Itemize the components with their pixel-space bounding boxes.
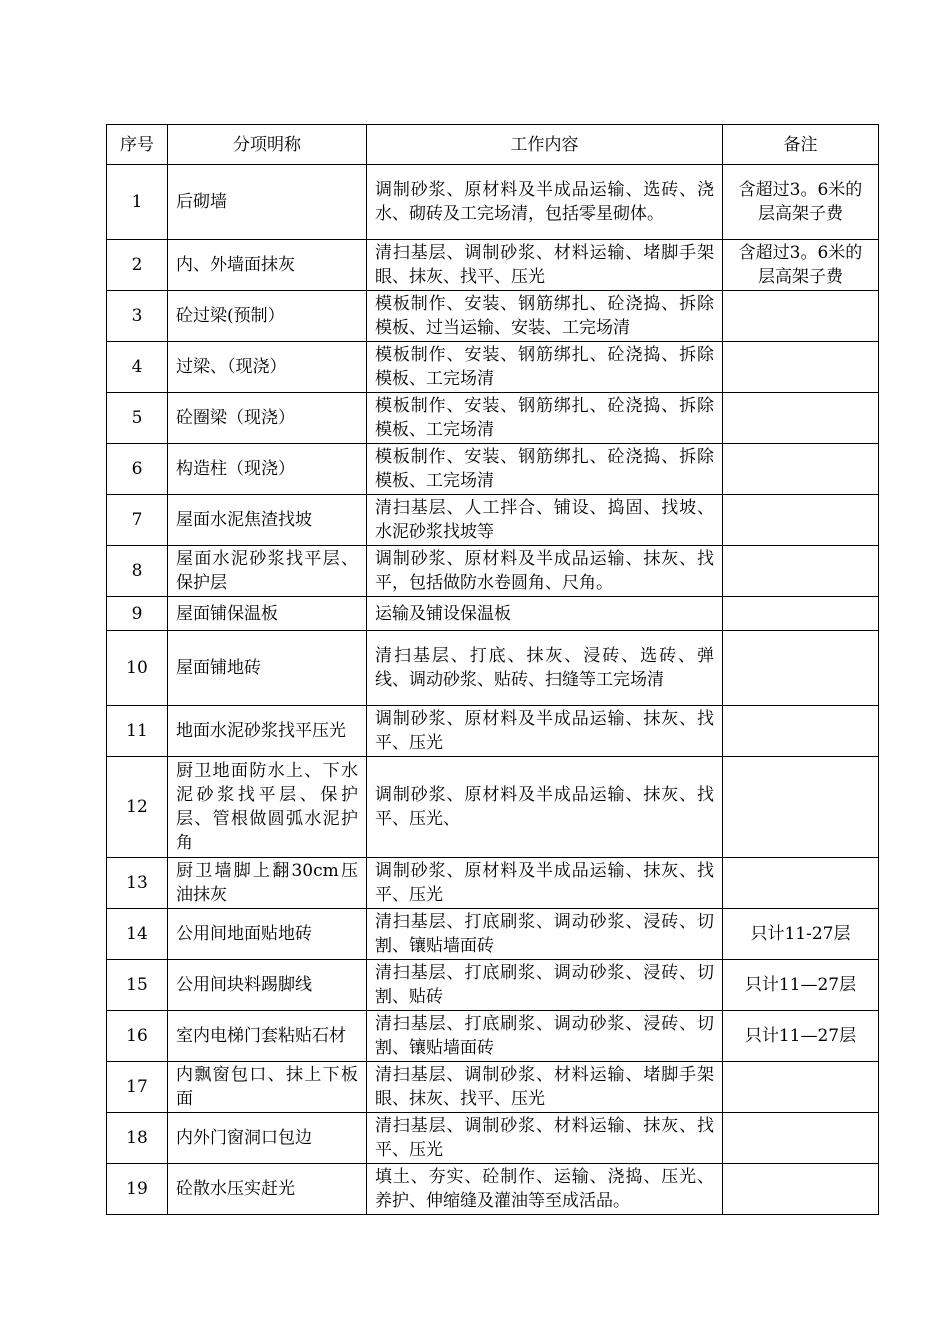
table-row bbox=[107, 1113, 879, 1164]
header-content: 工作内容 bbox=[367, 125, 723, 165]
table-row bbox=[107, 858, 879, 909]
row-no: 15 bbox=[107, 960, 168, 1011]
table-row bbox=[107, 706, 879, 757]
row-note bbox=[723, 757, 879, 858]
row-work-content: 调制砂浆、原材料及半成品运输、抹灰、找平、压光、 bbox=[367, 757, 723, 858]
row-item-name: 地面水泥砂浆找平压光 bbox=[168, 706, 367, 757]
row-no: 9 bbox=[107, 597, 168, 631]
row-item-name: 内外门窗洞口包边 bbox=[168, 1113, 367, 1164]
table-row bbox=[107, 757, 879, 858]
row-no: 8 bbox=[107, 546, 168, 597]
row-note: 只计11—27层 bbox=[723, 960, 879, 1011]
row-work-content: 清扫基层、调制砂浆、材料运输、堵脚手架眼、抹灰、找平、压光 bbox=[367, 240, 723, 291]
row-item-name: 屋面水泥焦渣找坡 bbox=[168, 495, 367, 546]
row-note bbox=[723, 631, 879, 706]
row-no: 12 bbox=[107, 757, 168, 858]
row-no: 11 bbox=[107, 706, 168, 757]
row-work-content: 清扫基层、打底、抹灰、浸砖、选砖、弹线、调动砂浆、贴砖、扫缝等工完场清 bbox=[367, 631, 723, 706]
row-item-name: 后砌墙 bbox=[168, 165, 367, 240]
row-no: 4 bbox=[107, 342, 168, 393]
table-row bbox=[107, 444, 879, 495]
row-item-name: 构造柱（现浇） bbox=[168, 444, 367, 495]
row-note bbox=[723, 291, 879, 342]
row-note bbox=[723, 1062, 879, 1113]
row-no: 16 bbox=[107, 1011, 168, 1062]
row-item-name: 屋面水泥砂浆找平层、保护层 bbox=[168, 546, 367, 597]
table-row bbox=[107, 342, 879, 393]
table-row bbox=[107, 240, 879, 291]
row-item-name: 砼过梁(预制） bbox=[168, 291, 367, 342]
row-no: 2 bbox=[107, 240, 168, 291]
row-work-content: 清扫基层、调制砂浆、材料运输、抹灰、找平、压光 bbox=[367, 1113, 723, 1164]
header-note: 备注 bbox=[723, 125, 879, 165]
table-row bbox=[107, 909, 879, 960]
row-work-content: 模板制作、安装、钢筋绑扎、砼浇捣、拆除模板、工完场清 bbox=[367, 444, 723, 495]
row-no: 10 bbox=[107, 631, 168, 706]
row-no: 18 bbox=[107, 1113, 168, 1164]
row-item-name: 公用间地面贴地砖 bbox=[168, 909, 367, 960]
row-note bbox=[723, 444, 879, 495]
row-no: 6 bbox=[107, 444, 168, 495]
row-work-content: 清扫基层、打底刷浆、调动砂浆、浸砖、切割、贴砖 bbox=[367, 960, 723, 1011]
row-work-content: 清扫基层、打底刷浆、调动砂浆、浸砖、切割、镶贴墙面砖 bbox=[367, 1011, 723, 1062]
table-header-row bbox=[107, 125, 879, 165]
row-work-content: 清扫基层、调制砂浆、材料运输、堵脚手架眼、抹灰、找平、压光 bbox=[367, 1062, 723, 1113]
row-item-name: 屋面铺地砖 bbox=[168, 631, 367, 706]
row-work-content: 运输及铺设保温板 bbox=[367, 597, 723, 631]
row-note bbox=[723, 495, 879, 546]
work-content-table bbox=[106, 124, 879, 1215]
row-note: 含超过3。6米的层高架子费 bbox=[723, 165, 879, 240]
row-item-name: 室内电梯门套粘贴石材 bbox=[168, 1011, 367, 1062]
row-work-content: 清扫基层、打底刷浆、调动砂浆、浸砖、切割、镶贴墙面砖 bbox=[367, 909, 723, 960]
table-row bbox=[107, 631, 879, 706]
row-item-name: 厨卫地面防水上、下水泥砂浆找平层、保护层、管根做圆弧水泥护角 bbox=[168, 757, 367, 858]
header-name: 分项明称 bbox=[168, 125, 367, 165]
row-item-name: 过梁、（现浇） bbox=[168, 342, 367, 393]
table-row bbox=[107, 393, 879, 444]
row-item-name: 厨卫墙脚上翻30cm压油抹灰 bbox=[168, 858, 367, 909]
row-no: 13 bbox=[107, 858, 168, 909]
row-note bbox=[723, 1164, 879, 1215]
row-note bbox=[723, 1113, 879, 1164]
row-work-content: 调制砂浆、原材料及半成品运输、抹灰、找平，包括做防水卷圆角、尺角。 bbox=[367, 546, 723, 597]
row-work-content: 模板制作、安装、钢筋绑扎、砼浇捣、拆除模板、过当运输、安装、工完场清 bbox=[367, 291, 723, 342]
row-note bbox=[723, 546, 879, 597]
row-item-name: 内、外墙面抹灰 bbox=[168, 240, 367, 291]
row-work-content: 调制砂浆、原材料及半成品运输、选砖、浇水、砌砖及工完场清，包括零星砌体。 bbox=[367, 165, 723, 240]
row-note bbox=[723, 342, 879, 393]
table-row bbox=[107, 1062, 879, 1113]
row-item-name: 内飘窗包口、抹上下板面 bbox=[168, 1062, 367, 1113]
header-no: 序号 bbox=[107, 125, 168, 165]
table-row bbox=[107, 1164, 879, 1215]
table-row bbox=[107, 291, 879, 342]
row-no: 14 bbox=[107, 909, 168, 960]
row-note bbox=[723, 597, 879, 631]
row-work-content: 模板制作、安装、钢筋绑扎、砼浇捣、拆除模板、工完场清 bbox=[367, 342, 723, 393]
row-item-name: 砼圈梁（现浇） bbox=[168, 393, 367, 444]
row-item-name: 公用间块料踢脚线 bbox=[168, 960, 367, 1011]
table-row bbox=[107, 1011, 879, 1062]
table-row bbox=[107, 546, 879, 597]
table-row bbox=[107, 960, 879, 1011]
row-note: 含超过3。6米的层高架子费 bbox=[723, 240, 879, 291]
row-note bbox=[723, 858, 879, 909]
row-no: 17 bbox=[107, 1062, 168, 1113]
table-row bbox=[107, 165, 879, 240]
table-row bbox=[107, 495, 879, 546]
row-no: 3 bbox=[107, 291, 168, 342]
row-note: 只计11-27层 bbox=[723, 909, 879, 960]
row-note bbox=[723, 393, 879, 444]
row-item-name: 砼散水压实赶光 bbox=[168, 1164, 367, 1215]
row-no: 7 bbox=[107, 495, 168, 546]
table-row bbox=[107, 597, 879, 631]
row-work-content: 调制砂浆、原材料及半成品运输、抹灰、找平、压光 bbox=[367, 706, 723, 757]
row-note bbox=[723, 706, 879, 757]
row-work-content: 调制砂浆、原材料及半成品运输、抹灰、找平、压光 bbox=[367, 858, 723, 909]
row-no: 1 bbox=[107, 165, 168, 240]
row-note: 只计11—27层 bbox=[723, 1011, 879, 1062]
row-work-content: 填土、夯实、砼制作、运输、浇捣、压光、养护、伸缩缝及灌油等至成活品。 bbox=[367, 1164, 723, 1215]
row-no: 19 bbox=[107, 1164, 168, 1215]
row-no: 5 bbox=[107, 393, 168, 444]
row-work-content: 清扫基层、人工拌合、铺设、捣固、找坡、水泥砂浆找坡等 bbox=[367, 495, 723, 546]
row-work-content: 模板制作、安装、钢筋绑扎、砼浇捣、拆除模板、工完场清 bbox=[367, 393, 723, 444]
row-item-name: 屋面铺保温板 bbox=[168, 597, 367, 631]
